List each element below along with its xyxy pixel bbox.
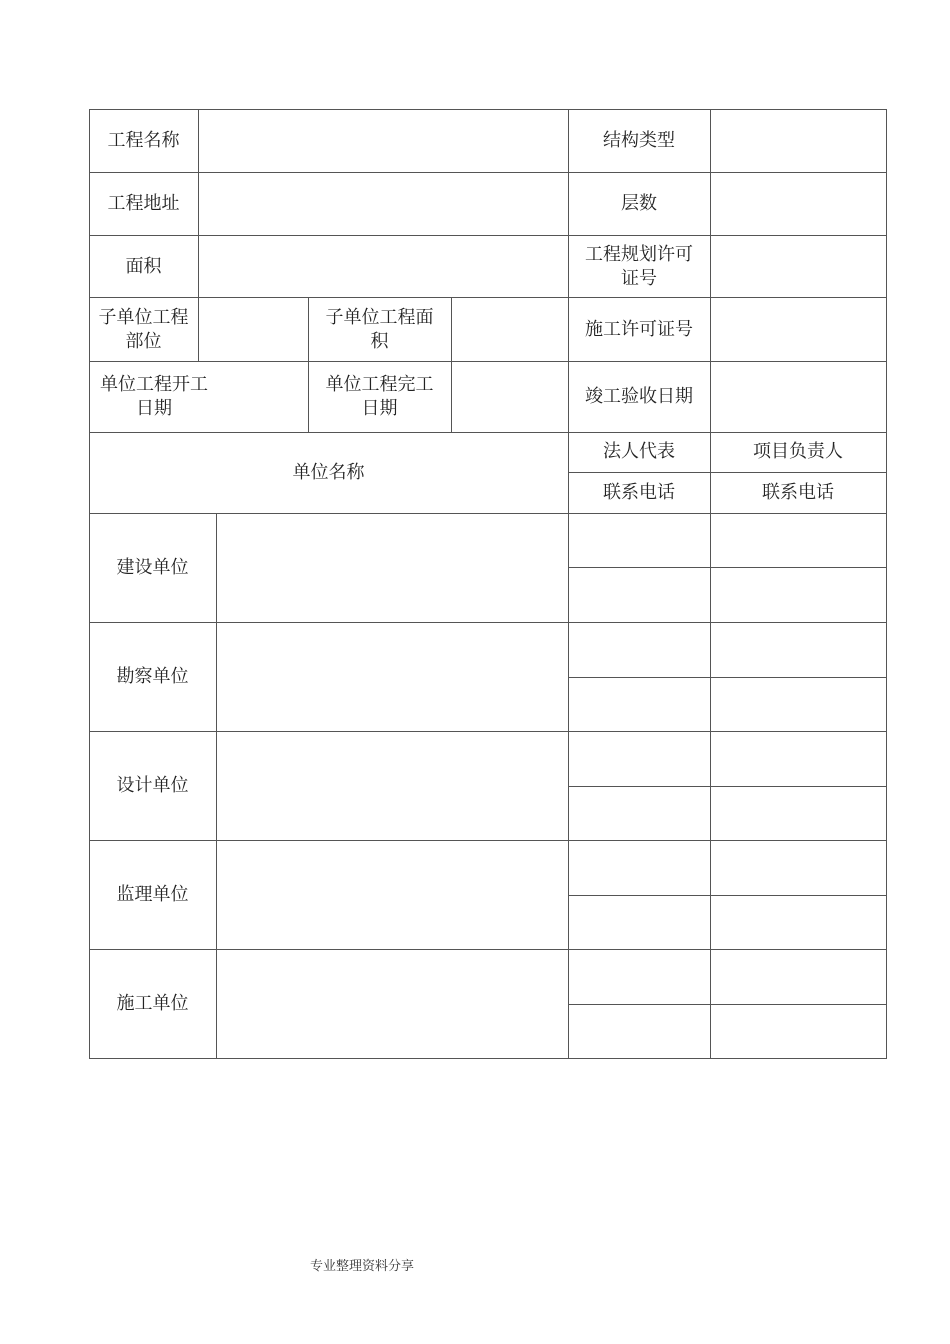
row-divider [568, 786, 887, 787]
contact-phone-header-2: 联系电话 [762, 481, 834, 503]
row-divider [89, 513, 887, 514]
row-divider [89, 361, 887, 362]
row-divider [568, 567, 887, 568]
planning-permit-label-line2: 证号 [621, 267, 657, 289]
start-date-label [89, 361, 219, 432]
row-divider [89, 235, 887, 236]
unit-label-supervision: 监理单位 [116, 883, 189, 905]
row-divider [89, 297, 887, 298]
column-divider [710, 109, 711, 1059]
project-name-label: 工程名称 [107, 129, 180, 151]
sub-unit-area-label-line2: 积 [370, 330, 389, 352]
column-divider [451, 297, 452, 432]
column-divider [568, 109, 569, 1059]
unit-label-survey: 勘察单位 [116, 665, 189, 687]
column-divider [198, 109, 199, 361]
row-divider [568, 1004, 887, 1005]
project-leader-header: 项目负责人 [753, 441, 843, 462]
planning-permit-label [568, 235, 710, 298]
structure-type-label: 结构类型 [603, 129, 675, 151]
row-divider [89, 432, 887, 433]
table-border-bottom [89, 1058, 887, 1059]
project-address-label: 工程地址 [107, 192, 180, 214]
unit-label-contractor: 施工单位 [116, 992, 189, 1014]
row-divider [568, 895, 887, 896]
row-divider [568, 677, 887, 678]
finish-date-label-line2: 日期 [361, 397, 398, 419]
row-divider [89, 840, 887, 841]
footer-text: 专业整理资料分享 [310, 1259, 415, 1274]
legal-rep-header: 法人代表 [603, 441, 675, 462]
unit-label-construction-owner: 建设单位 [116, 556, 189, 578]
sub-unit-area-label-line1: 子单位工程面 [325, 306, 434, 328]
row-divider [568, 472, 887, 473]
planning-permit-label-line1: 工程规划许可 [585, 243, 693, 265]
table-border-right [886, 109, 887, 1059]
row-divider [89, 731, 887, 732]
finish-date-label-line1: 单位工程完工 [325, 373, 434, 395]
finish-date-label [308, 361, 451, 432]
start-date-label-line2: 日期 [136, 397, 172, 419]
row-divider [89, 622, 887, 623]
sub-unit-part-label-line2: 部位 [125, 330, 162, 352]
contact-phone-header-1: 联系电话 [603, 481, 675, 503]
start-date-label-line1: 单位工程开工 [100, 373, 208, 395]
unit-label-design: 设计单位 [116, 774, 189, 796]
unit-name-header: 单位名称 [292, 461, 365, 483]
table-border-top [89, 109, 887, 110]
acceptance-date-label: 竣工验收日期 [585, 385, 693, 407]
construction-permit-label: 施工许可证号 [585, 318, 693, 340]
row-divider [89, 172, 887, 173]
column-divider [216, 513, 217, 1058]
area-label: 面积 [125, 255, 162, 277]
column-divider [308, 297, 309, 432]
sub-unit-part-label [89, 298, 198, 361]
floors-label: 层数 [621, 192, 657, 214]
sub-unit-part-label-line1: 子单位工程 [98, 306, 189, 328]
sub-unit-area-label [308, 298, 451, 361]
row-divider [89, 949, 887, 950]
table-border-left [89, 109, 90, 1059]
